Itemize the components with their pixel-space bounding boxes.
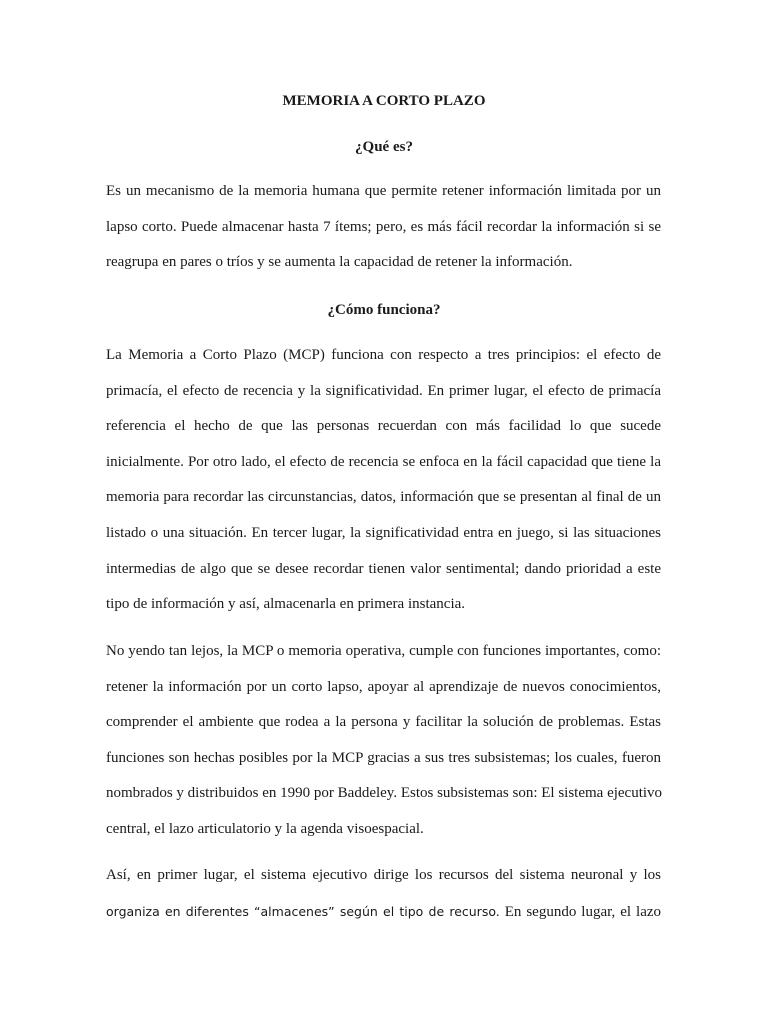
paragraph-line: reagrupa en pares o tríos y se aumenta la capacidad de retener la información. [106,254,573,271]
paragraph-line: referencia el hecho de que las personas recuerdan con más facilidad lo que sucede [106,418,661,435]
paragraph-principios [106,338,661,623]
document-title: MEMORIA A CORTO PLAZO [282,93,486,109]
paragraph-line: memoria para recordar las circunstancias, datos, información que se presentan al final de un [106,489,661,506]
paragraph-line: nombrados y distribuidos en 1990 por Baddeley. Estos subsistemas son: El sistema ejecutivo [106,785,663,802]
paragraph-line: La Memoria a Corto Plazo (MCP) funciona con respecto a tres principios: el efecto de [106,347,661,363]
paragraph-line: lapso corto. Puede almacenar hasta 7 ítems; pero, es más fácil recordar la información si se [106,218,661,235]
paragraph-line: funciones son hechas posibles por la MCP gracias a sus tres subsistemas; los cuales, fueron [106,749,661,766]
paragraph-line: tipo de información y así, almacenarla en primera instancia. [106,596,466,613]
paragraph-line: Es un mecanismo de la memoria humana que permite retener información limitada por un [106,183,661,199]
paragraph-line: Así, en primer lugar, el sistema ejecutivo dirige los recursos del sistema neuronal y los [106,867,661,883]
paragraph-line: inicialmente. Por otro lado, el efecto de recencia se enfoca en la fácil capacidad que tiene la [106,453,661,470]
paragraph-line: intermedias de algo que se desee recordar tienen valor sentimental; dando prioridad a este [106,560,661,577]
paragraph-line: listado o una situación. En tercer lugar, la significatividad entra en juego, si las situaciones [106,524,661,541]
paragraph-funciones [106,634,661,848]
paragraph-sistema-ejecutivo [106,858,661,930]
paragraph-line-mixed [106,894,661,931]
section-heading-que-es: ¿Qué es? [355,139,413,155]
serif-fragment: En segundo lugar, el lazo [504,903,662,920]
paragraph-que-es [106,174,661,281]
sans-fragment: organiza en diferentes “almacenes” según el tipo de recurso. [106,903,500,919]
paragraph-line: retener la información por un corto lapso, apoyar al aprendizaje de nuevos conocimientos, [106,678,661,695]
paragraph-line: primacía, el efecto de recencia y la significatividad. En primer lugar, el efecto de primacía [106,382,661,399]
paragraph-line: comprender el ambiente que rodea a la persona y facilitar la solución de problemas. Estas [106,714,661,731]
paragraph-line: central, el lazo articulatorio y la agenda visoespacial. [106,820,424,837]
paragraph-line: No yendo tan lejos, la MCP o memoria operativa, cumple con funciones importantes, como: [106,643,661,659]
section-heading-como-funciona: ¿Cómo funciona? [327,302,441,318]
